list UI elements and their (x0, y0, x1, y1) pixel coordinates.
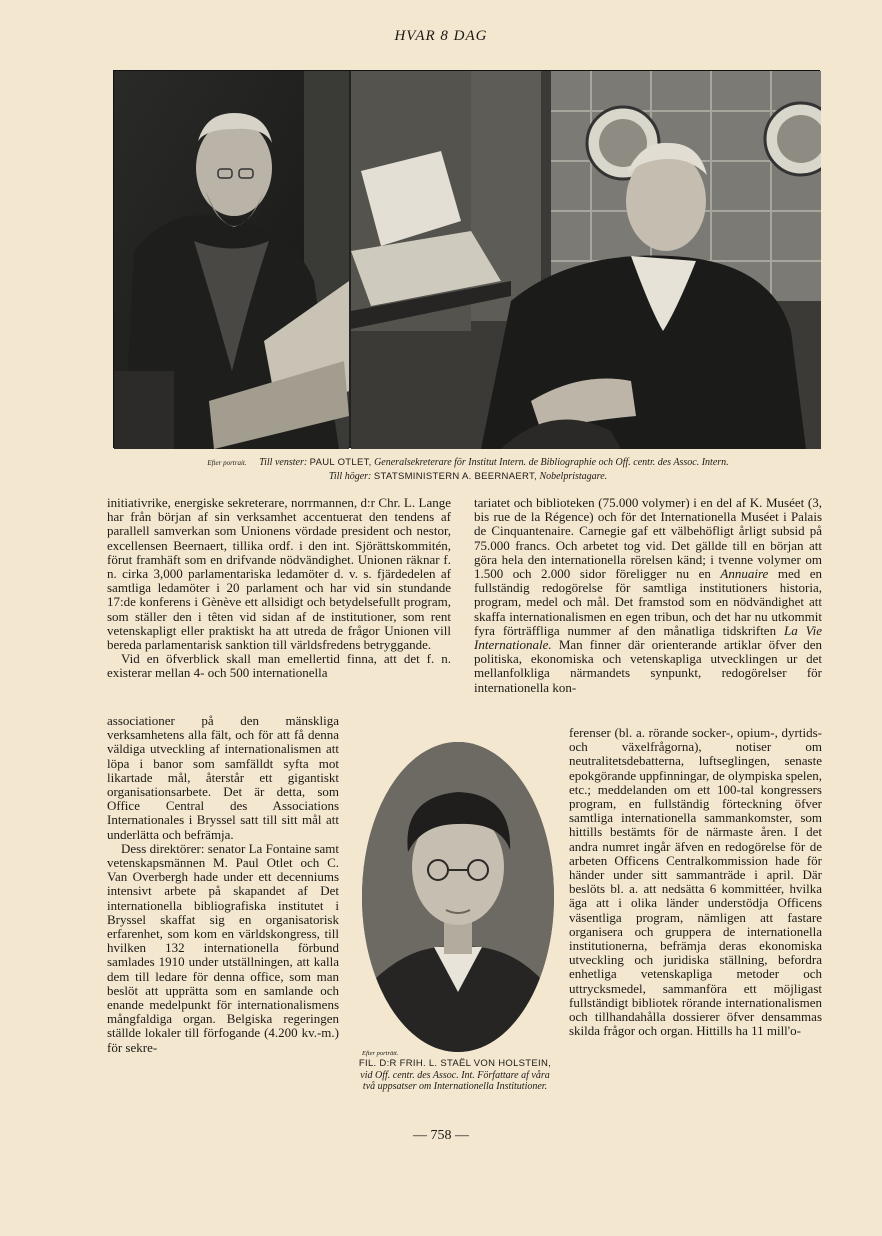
photo-credit: Efter portrait. (207, 459, 247, 467)
photo-beernaert (351, 71, 821, 449)
caption-left-title: Generalsekreterare för Institut Intern. de Bibliographie och Off. centr. des Assoc. Intern. (374, 457, 729, 468)
caption-right-title: Nobelpristagare. (539, 471, 608, 482)
caption-left-label: Till venster: (259, 457, 308, 468)
portrait-caption-text: vid Off. centr. des Assoc. Int. Författare af våra två uppsatser om Internationella Institutioner. (360, 1069, 550, 1092)
right-column-top (474, 496, 822, 695)
portrait-credit: Efter porträtt. (362, 1050, 399, 1057)
caption-left-name: PAUL OTLET, (309, 457, 372, 468)
text-run: tariatet och biblioteken (75.000 volymer) i en del af K. Muséet (3, bis rue de la Régence) och för det Internationella Muséet i Palais de Cinquantenaire. Carnegie gaf ett välbehöfligt årligt subsid på 75.000 francs. Och arbetet tog vid. Det gällde till en början att göra hela den internationella rörelsen känd; i tvenne volymer om 1.500 och 2.000 sidor föreligger nu en (474, 495, 822, 582)
page-number: — 758 — (413, 1128, 469, 1143)
portrait-caption-name: FIL. D:R FRIH. L. STAËL VON HOLSTEIN, (358, 1058, 552, 1069)
right-column-middle (569, 726, 822, 1038)
annuaire-title: Annuaire (720, 566, 769, 582)
stael-von-holstein-portrait-image (362, 742, 554, 1052)
photo-otlet (114, 71, 349, 449)
paragraph: associationer på den mänskliga verksamhetens alla fält, och för att få denna väldiga utveckling af internationalismen att löpa i banor som samfälldt syfta mot likartade mål, återstår ett gigantiskt organisationsarbete. Det är detta, som Office Central des Associations Internationales i Bryssel satt till sitt mål att underlätta och befrämja. (107, 713, 339, 842)
paragraph: Vid en öfverblick skall man emellertid finna, att det f. n. existerar mellan 4- och 500 internationella (107, 651, 451, 681)
left-column-middle (107, 714, 339, 1055)
beernaert-portrait-image (351, 71, 821, 449)
running-head: HVAR 8 DAG (394, 28, 488, 44)
double-photo (113, 70, 820, 448)
caption-right-name: STATSMINISTERN A. BEERNAERT, (373, 471, 537, 482)
paragraph (474, 496, 822, 695)
paragraph: ferenser (bl. a. rörande socker-, opium-, dyrtids- och växelfrågorna), notiser om neutralitetsdebatterna, luftseglingen, senaste epokgörande uppfinningar, de olympiska spelen, etc.; meddelanden om ett 100-tal kongressers program, en fullständig förteckning öfver samtliga internationella sammankomster, som hittills bestämts för de närmaste åren. I det andra numret ingår äfven en redogörelse för de arbeten Officens Centralkommission hade för händer under sitt sammanträde i april. Där beslöts bl. a. att nedsätta 6 kommittéer, hvilka äga att i olika länder understödja Officens väsentliga program, nämligen att fastare organisera och gruppera de internationella institutionerna, befrämja deras ekonomiska utveckling och juridiska ställning, befordra enhetliga vetenskapliga metoder och uttrycksmedel, sammanföra ett möjligast fullständigt bibliotek rörande internationalismen och tillhandahålla dossierer öfver densammas skilda frågor och organ. Hittills ha 11 mill'o- (569, 725, 822, 1039)
paragraph: initiativrike, energiske sekreterare, norrmannen, d:r Chr. L. Lange har från början af sin verksamhet accentuerat den tendens af parallell samverkan som Unionens vördade president och nestor, excellensen Beernaert, tillika ordf. i den int. Sjörättskommitén, förut framhäft som en drifvande nödvändighet. Unionen räknar f. n. cirka 3,000 parlamentariska ledamöter d. v. s. fjärdedelen af samtliga ledamöter i 20 parlament och har vid sin stundande 17:de konferens i Gènève ett allsidigt och betydelsefullt program, som ställer den i têten vid sidan af de institutioner, som rent vetenskapligt eller praktiskt ha att utreda de frågor Unionen vill bereda parlamentarisk sanktion till världsfredens betryggande. (107, 495, 451, 653)
left-column-top (107, 496, 451, 681)
otlet-portrait-image (114, 71, 349, 449)
portrait-caption (354, 1058, 556, 1093)
text-run: med en fullständig redogörelse för samtliga institutioners historia, program, medel och mål. Det framstod som en nödvändighet att skaffa internationalismen en egen tribun, och det har nu utkommit fyra förträffliga nummer af den månatliga tidskriften (474, 566, 822, 638)
paragraph: Dess direktörer: senator La Fontaine samt vetenskapsmännen M. Paul Otlet och C. Van Overbergh hade under ett decenniums intensivt arbete på skapandet af Det internationella bibliografiska institutet i Bryssel skaffat sig en organisatorisk erfarenhet, som kom en världskongress, till hvilken 132 internationella förbund samlades 1910 under utställningen, att kalla dem till ledare för denna office, som man beslöt att upprätta som en samlande och enande medelpunkt för internationalismens mångfaldiga organ. Belgiska regeringen ställde lokaler till förfogande (4.200 kv.-m.) för sekre- (107, 840, 339, 1055)
caption-right-label: Till höger: (328, 471, 372, 482)
top-photo-caption (108, 456, 828, 483)
oval-portrait (362, 742, 554, 1052)
text-run: Man finner där orienterande artiklar öfver den politiska, ekonomiska och vetenskapliga utvecklingen ur det mellanfolkliga närmandets synpunkt, redogörelser för internationella kon- (474, 637, 822, 695)
periodical-title: La Vie Internationale. (474, 622, 822, 653)
